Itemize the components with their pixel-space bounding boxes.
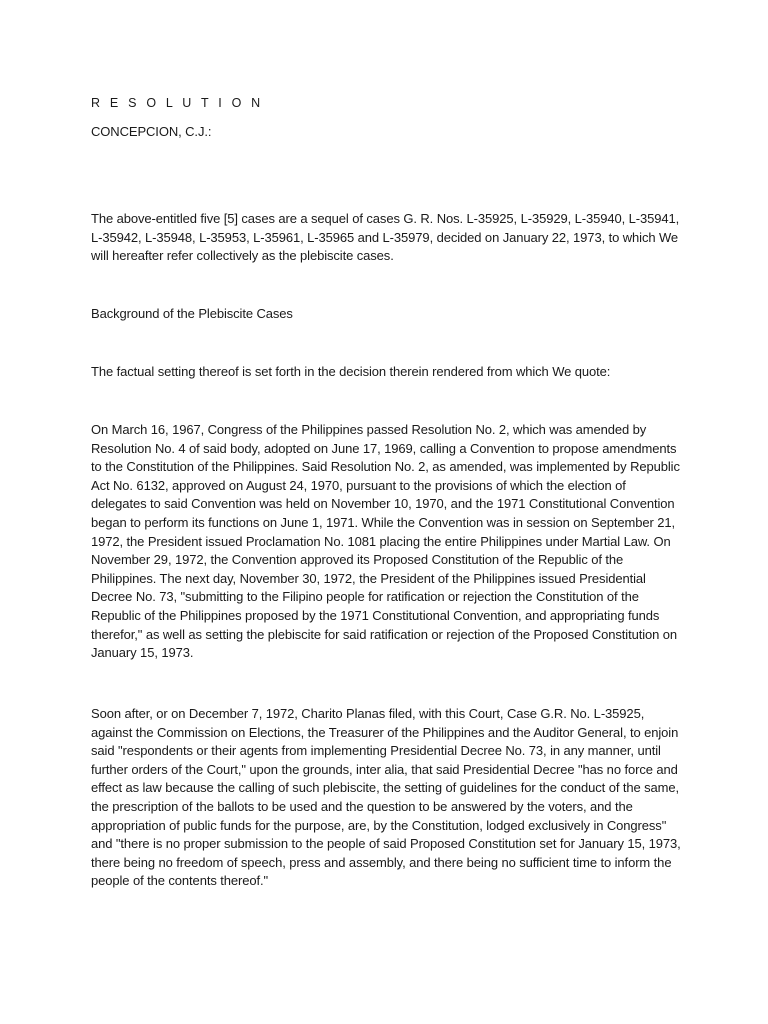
document-author: CONCEPCION, C.J.: xyxy=(91,124,212,139)
paragraph-factual-setting: The factual setting thereof is set forth in the decision therein rendered from which We quote: xyxy=(91,364,611,379)
section-heading-background: Background of the Plebiscite Cases xyxy=(91,306,293,321)
document-title: R E S O L U T I O N xyxy=(91,96,264,110)
paragraph-planas-case: Soon after, or on December 7, 1972, Charito Planas filed, with this Court, Case G.R. No. L-35925, against the Commission on Elections, the Treasurer of the Philippines and the Auditor General, to enjoin said "respondents or their agents from implementing Presidential Decree No. 73, in any manner, until further orders of the Court," upon the grounds, inter alia, that said Presidential Decree "has no force and effect as law because the calling of such plebiscite, the setting of guidelines for the conduct of the same, the prescription of the ballots to be used and the question to be answered by the voters, and the appropriation of public funds for the purpose, are, by the Constitution, lodged exclusively in Congress" and "there is no proper submission to the people of said Proposed Constitution set for January 15, 1973, there being no freedom of speech, press and assembly, and there being no sufficient time to inform the people of the contents thereof." xyxy=(91,706,681,889)
paragraph-intro: The above-entitled five [5] cases are a sequel of cases G. R. Nos. L-35925, L-35929, L-35940, L-35941, L-35942, L-35948, L-35953, L-35961, L-35965 and L-35979, decided on January 22, 1973, to which We will hereafter refer collectively as the plebiscite cases. xyxy=(91,211,680,264)
paragraph-quoted-history: On March 16, 1967, Congress of the Philippines passed Resolution No. 2, which was amended by Resolution No. 4 of said body, adopted on June 17, 1969, calling a Convention to propose amendments to the Constitution of the Philippines. Said Resolution No. 2, as amended, was implemented by Republic Act No. 6132, approved on August 24, 1970, pursuant to the provisions of which the election of delegates to said Convention was held on November 10, 1970, and the 1971 Constitutional Convention began to perform its functions on June 1, 1971. While the Convention was in session on September 21, 1972, the President issued Proclamation No. 1081 placing the entire Philippines under Martial Law. On November 29, 1972, the Convention approved its Proposed Constitution of the Republic of the Philippines. The next day, November 30, 1972, the President of the Philippines issued Presidential Decree No. 73, "submitting to the Filipino people for ratification or rejection the Constitution of the Republic of the Philippines proposed by the 1971 Constitutional Convention, and appropriating funds therefor," as well as setting the plebiscite for said ratification or rejection of the Proposed Constitution on January 15, 1973. xyxy=(91,422,680,661)
